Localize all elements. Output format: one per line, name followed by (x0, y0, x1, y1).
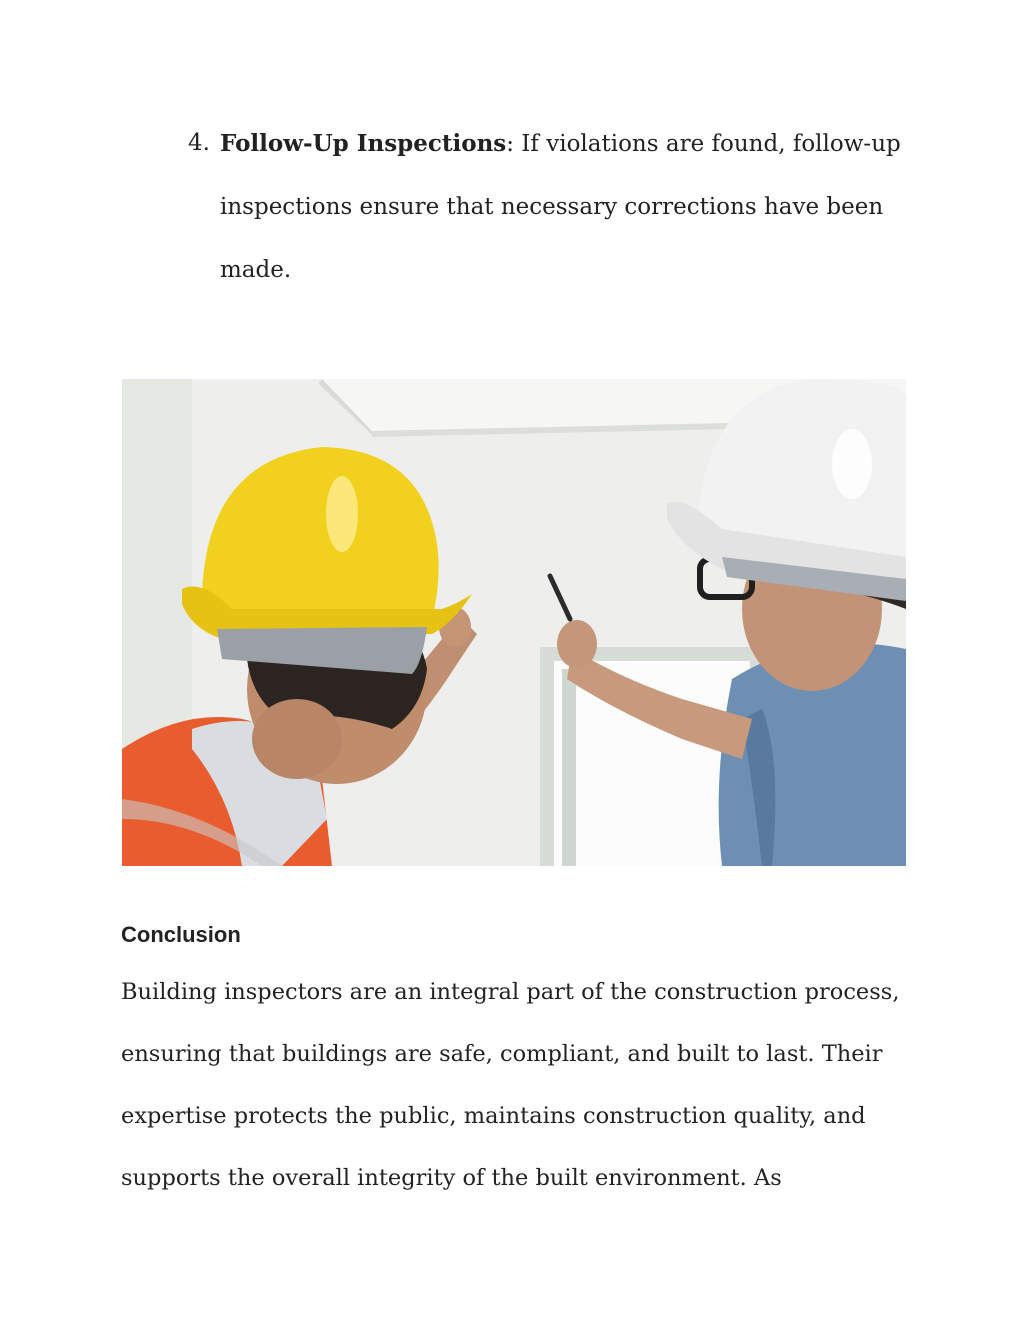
list-item-text (220, 112, 910, 302)
conclusion-line-2: ensuring that buildings are safe, compliant, and built to last. Their (121, 1041, 883, 1067)
conclusion-line-4: supports the overall integrity of the built environment. As (121, 1165, 782, 1191)
conclusion-line-3: expertise protects the public, maintains construction quality, and (121, 1103, 866, 1129)
section-heading: Conclusion (121, 922, 241, 947)
conclusion-paragraph (121, 961, 911, 1209)
list-item-separator: : (506, 131, 514, 157)
conclusion-line-1: Building inspectors are an integral part of the construction process, (121, 979, 900, 1005)
list-number: 4. (188, 130, 210, 156)
inspection-photo-illustration (122, 379, 906, 866)
list-item-line-1 (220, 112, 910, 176)
list-item-line-3: made. (220, 257, 292, 283)
list-item-term: Follow-Up Inspections (220, 130, 507, 157)
inspection-photo (122, 379, 906, 866)
list-item-line-2: inspections ensure that necessary corrections have been (220, 194, 884, 220)
list-item-line-1-text: If violations are found, follow-up (514, 131, 901, 157)
